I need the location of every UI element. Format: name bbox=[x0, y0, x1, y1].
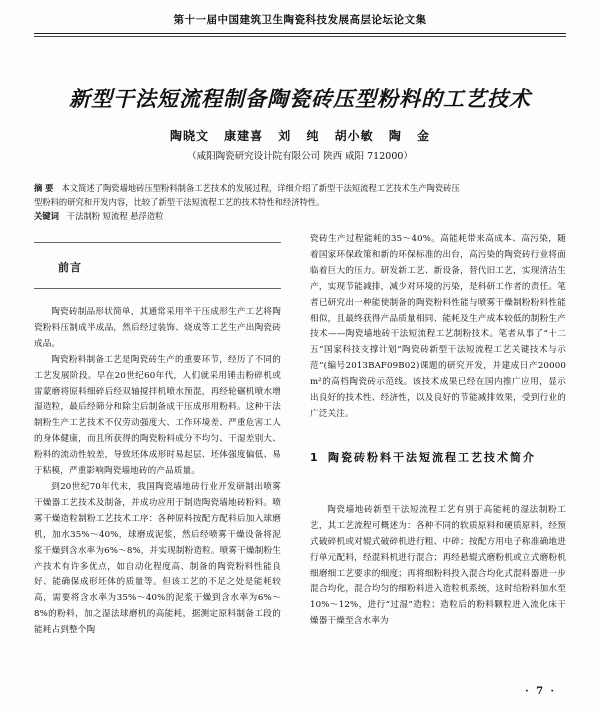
page-number: · 7 · bbox=[525, 686, 556, 697]
keywords-text: 干法制粉 短流程 悬浮造粒 bbox=[66, 211, 164, 221]
abstract-text-1: 本文简述了陶瓷墙地砖压型粉料制备工艺技术的发展过程，详细介绍了新型干法短流程工艺技术生产陶瓷砖压 bbox=[61, 183, 460, 193]
preface-heading: 前言 bbox=[34, 242, 281, 289]
header-rule bbox=[34, 33, 566, 34]
section-1-title: 陶瓷砖粉料干法短流程工艺技术简介 bbox=[328, 450, 536, 464]
keywords-line bbox=[34, 209, 560, 223]
running-header: 第十一届中国建筑卫生陶瓷科技发展高层论坛论文集 bbox=[173, 14, 427, 26]
paragraph: 瓷砖生产过程能耗的35～40%。高能耗带来高成本、高污染，随着国家环保政策和新的环保标准的出台，高污染的陶瓷砖行业将面临着巨大的压力。研发新工艺、新设备，替代旧工艺，实现清洁生产，实现节能减排，减少对环境的污染，是科研工作者的责任。笔者已研究出一种能使制备的陶瓷粉料性能与喷雾干燥制粉粉料性能相似，且最终获得产品质量相同、能耗及生产成本较低的制粉生产技术——陶瓷墙地砖干法短流程工艺制粉技术。笔者从事了“十二五”国家科技支撑计划“陶瓷砖新型干法短流程工艺关键技术与示范”(编号2013BAF09B02)课题的研究开发，并建成日产20000 m²的高档陶瓷砖示范线。该技术成果已经在国内推广应用，显示出良好的技术性、经济性，以及良好的节能减排效果，受到行业的广泛关注。 bbox=[310, 234, 566, 419]
keywords-label: 关键词 bbox=[34, 211, 59, 221]
section-1-heading bbox=[310, 447, 566, 469]
abstract-block bbox=[34, 181, 560, 223]
paragraph: 到20世纪70年代末，我国陶瓷墙地砖行业开发研制出喷雾干燥器工艺技术及制备，并成功应用于制造陶瓷墙地砖粉料。喷雾干燥造粒制粉工艺技术工序：各种原料按配方配料后加入球磨机，加水35%～40%，球磨成泥浆，然后经喷雾干燥设备将泥浆干燥到含水率为6%～8%，并实现制粉造粒。喷雾干燥制粉生产技术有许多优点，如自动化程度高、制备的陶瓷粉料性能良好、能确保成形坯体的质量等。但该工艺的不足之处是能耗较高，需要将含水率为35%～40%的泥浆干燥到含水率为6%～8%的粉料，加之湿法球磨机的高能耗，据测定原料制备工段的能耗占到整个陶 bbox=[34, 481, 281, 636]
affiliation: （咸阳陶瓷研究设计院有限公司 陕西 咸阳 712000） bbox=[187, 151, 413, 162]
section-1-number: 1 bbox=[310, 450, 320, 464]
paragraph: 陶瓷砖制品形状简单，其通常采用半干压成形生产工艺将陶瓷粉料压制成半成品，然后经过装饰、烧成等工艺生产出陶瓷砖成品。 bbox=[34, 307, 281, 349]
paragraph: 陶瓷粉料制备工艺是陶瓷砖生产的重要环节，经历了不同的工艺发展阶段。早在20世纪60年代，人们就采用锤击粉碎机或雷蒙磨将原料细碎后经双轴搅拌机喷水预混，再经轮碾机喷水增湿造粒，最后经筛分和除尘后制备成干压成形用粉料。这种干法制粉生产工艺技术不仅劳动强度大、工作环境差、严重危害工人的身体健康，而且所获得的陶瓷粉料成分不均匀、干湿差别大、粉料的流动性较差，导致坯体成形时易起层、坯体强度偏低、易于粘模，严重影响陶瓷墙地砖的产品质量。 bbox=[34, 354, 281, 477]
abstract-line-1 bbox=[34, 181, 560, 195]
paragraph: 陶瓷墙地砖新型干法短流程工艺有别于高能耗的湿法制粉工艺，其工艺流程可概述为：各种不同的软质原料和硬质原料，经预式破碎机或对辊式破碎机进行粗、中碎；按配方用电子称准确地进行单元配料，经混料机进行混合；再经悬辊式磨粉机或立式磨粉机细磨细工艺要求的细度；再将细粉料投入混合均化式混料器进一步混合均化，混合均匀的细粉料进入造粒机系统，这时给粉料加水至10%～12%，进行“过湿”造粒；造粒后的粉料颗粒进入流化床干燥器干燥至含水率为 bbox=[310, 504, 566, 627]
right-column bbox=[310, 232, 566, 630]
header-rule-thin bbox=[34, 36, 566, 37]
authors: 陶晓文 康建喜 刘 纯 胡小敏 陶 金 bbox=[169, 129, 431, 143]
paper-title: 新型干法短流程制备陶瓷砖压型粉料的工艺技术 bbox=[69, 87, 531, 111]
abstract-line-2: 型粉料的研究和开发内容，比较了新型干法短流程工艺的技术特性和经济特性。 bbox=[34, 197, 325, 207]
left-column bbox=[34, 230, 281, 639]
abstract-label: 摘 要 bbox=[34, 183, 54, 193]
